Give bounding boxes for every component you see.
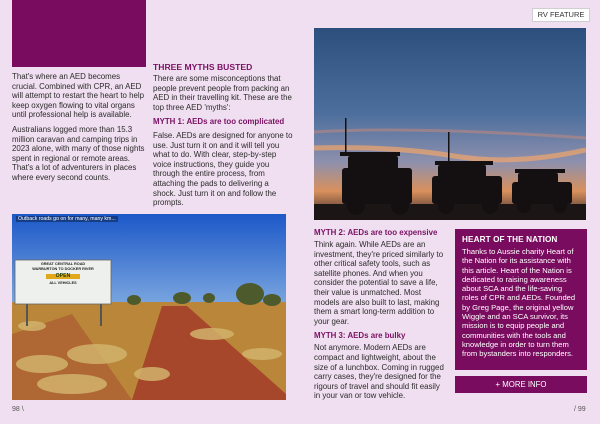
road-sign-line-1: GREAT CENTRAL ROAD xyxy=(40,262,86,266)
photo-caption: Outback roads go on for many, many km... xyxy=(18,216,116,222)
heart-of-nation-sidebar xyxy=(455,229,587,370)
middle-column xyxy=(153,62,293,208)
page-number-right: / 99 xyxy=(574,406,586,413)
road-sign-line-3: ALL VEHICLES xyxy=(49,281,77,285)
more-info-button[interactable]: + MORE INFO xyxy=(455,376,587,393)
myth2-heading: MYTH 2: AEDs are too expensive xyxy=(314,228,438,237)
myth3-body: Not anymore. Modern AEDs are compact and lightweight, about the size of a lunchbox. Coming in rugged carry cases, they're designed for the rigours of travel and should fit easily in your van or tow vehicle. xyxy=(314,343,444,401)
myth1-body: False. AEDs are designed for anyone to use. Just turn it on and it will tell you what to do. With clear, step-by-step voice instructions, they guide you through the entire process, from attaching the pads to delivering a shock. Just turn it on and follow the prompts. xyxy=(153,130,293,208)
outback-road-photo xyxy=(12,214,286,400)
lower-column xyxy=(314,228,446,401)
myths-intro: There are some misconceptions that people prevent people from packing an AED in their travelling kit. These are the top three AED 'myths': xyxy=(153,74,292,112)
myth1-heading: MYTH 1: AEDs are too complicated xyxy=(153,117,285,127)
left-column xyxy=(12,72,146,183)
road-sign-line-2: WARBURTON TO DOCKER RIVER xyxy=(32,267,94,271)
decorative-color-block xyxy=(12,0,146,67)
section-tag: RV FEATURE xyxy=(532,8,590,22)
road-sign-status: OPEN xyxy=(46,274,81,279)
sidebar-title: HEART OF THE NATION xyxy=(462,235,558,244)
sidebar-body: Thanks to Aussie charity Heart of the Nation for its assistance with this article. Heart of the Nation is dedicated to raising awareness about SCA and the life-saving roles of CPR and AEDs. Founded by Greg Page, the original yellow Wiggle and an SCA survivor, its mission is to equip people and communities with the tools and knowledge in order to turn them from bystanders into responders. xyxy=(462,247,576,359)
sunset-vehicles-photo xyxy=(314,28,586,220)
myth2-body: Think again. While AEDs are an investment, they're priced similarly to other critical safety tools, such as satellite phones. And when you consider the potential to save a life, their value is unmatched. Most models are also built to last, making them a smart long-term addition to your gear. xyxy=(314,240,444,326)
myth3-heading: MYTH 3: AEDs are bulky xyxy=(314,331,406,341)
road-sign xyxy=(15,262,111,286)
page-number-left: 98 \ xyxy=(12,406,24,413)
left-paragraph-1: That's where an AED becomes crucial. Combined with CPR, an AED will attempt to restart the heart to help keep oxygen flowing to vital organs until professional help is available. xyxy=(12,72,145,120)
myths-heading: THREE MYTHS BUSTED xyxy=(153,62,253,72)
left-paragraph-2: Australians logged more than 15.3 million caravan and camping trips in 2023 alone, with many of those nights spent in regional or remote areas. That's a lot of adventurers in places where every second counts. xyxy=(12,124,145,182)
